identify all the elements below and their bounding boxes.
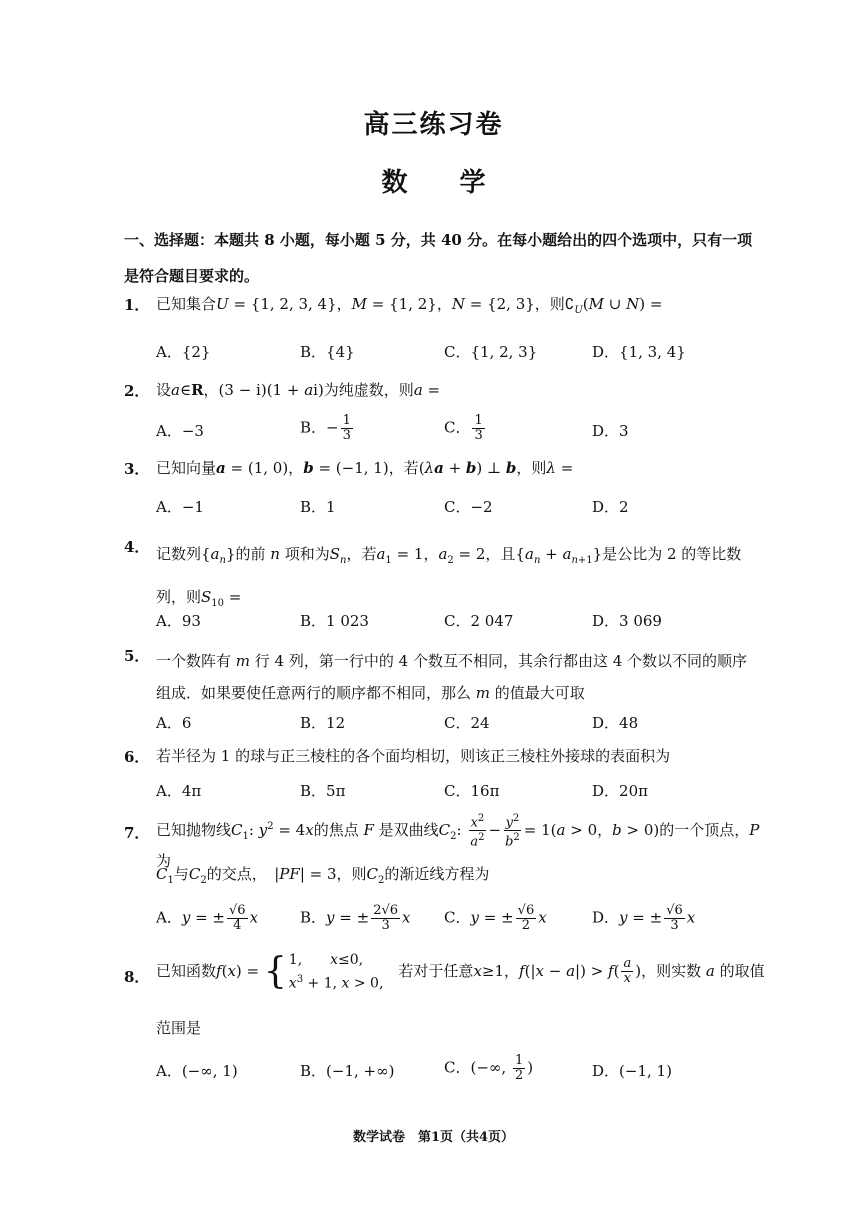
question-number: 8． xyxy=(124,968,150,986)
option-b: B．1 023 xyxy=(300,612,369,630)
option-c: C．2 047 xyxy=(444,612,514,630)
option-a: A．{2} xyxy=(156,343,211,361)
option-a: A．y = ± $\frac{√6}{4}$ x xyxy=(156,903,259,933)
option-c: C．16π xyxy=(444,782,500,800)
option-b: B．{4} xyxy=(300,343,355,361)
option-b: B．12 xyxy=(300,714,346,732)
option-d: D．y = ± $\frac{√6}{3}$ x xyxy=(592,903,696,933)
option-a: A．−3 xyxy=(156,422,204,440)
option-c: C．y = ± $\frac{√6}{2}$ x xyxy=(444,903,547,933)
question-stem: 若半径为 1 的球与正三棱柱的各个面均相切，则该正三棱柱外接球的表面积为 xyxy=(156,747,671,765)
question-stem: 一个数阵有 m 行 4 列，第一行中的 4 个数互不相同，其余行都由这 4 个数以不同的顺序组成．如果要使任意两行的顺序都不相同，那么 m 的值最大可取 xyxy=(156,652,748,702)
question-stem: 已知抛物线$C_1$: $y^2 = 4x$的焦点 F 是双曲线$C_2$: $\frac{x^2}{a^2}$ − $\frac{y^2}{b^2}$ = 1(a > 0，b > 0)的一个顶点，P 为 xyxy=(156,813,760,870)
question-number: 7． xyxy=(124,824,150,842)
option-b: B．1 xyxy=(300,498,336,516)
question-number: 4． xyxy=(124,538,150,556)
question-number: 1． xyxy=(124,296,150,314)
option-b: B．− $\frac{1}{3}$ xyxy=(300,413,351,443)
option-c: C．−2 xyxy=(444,498,493,516)
option-c: C．{1, 2, 3} xyxy=(444,343,538,361)
question-stem: 已知集合U = {1, 2, 3, 4}，M = {1, 2}，N = {2, 3}，则$∁_U(M$ ∪ N) = xyxy=(156,295,663,316)
section-heading: 一、选择题：本题共 8 小题，每小题 5 分，共 40 分。在每小题给出的四个选项中，只有一项是符合题目要求的。 xyxy=(124,231,753,285)
option-c: C．(−∞, $\frac{1}{2}$ ) xyxy=(444,1053,534,1083)
option-a: A．6 xyxy=(156,714,192,732)
option-b: B．y = ± $\frac{2√6}{3}$ x xyxy=(300,903,411,933)
option-d: D．(−1, 1) xyxy=(592,1062,672,1080)
question-stem: 已知向量a = (1, 0)，b = (−1, 1)，若(λa + b) ⊥ b，则λ = xyxy=(156,459,574,477)
option-d: D．2 xyxy=(592,498,629,516)
question-stem-cont: $C_1$与$C_2$的交点， |PF| = 3，则$C_2$的渐近线方程为 xyxy=(156,865,490,886)
option-a: A．93 xyxy=(156,612,201,630)
question-stem: 记数列$\{a_n\}$的前 n 项和为$S_n$，若$a_1 = 1$，$a_2 = 2$，且$\{a_n + a_{n+1}\}$是公比为 2 的等比数列，则$S_{10}$ = xyxy=(156,545,742,609)
question-stem: 已知函数f(x) = { 1, x≤0, $x^3 + 1$, x > 0, 若对于任意x≥1，f(|x − a|) > f( $\frac{a}{x}$ )，则实数 a 的取值 xyxy=(156,950,765,992)
option-a: A．(−∞, 1) xyxy=(156,1062,238,1080)
option-c: C． $\frac{1}{3}$ xyxy=(444,413,483,443)
exam-title: 高三练习卷 xyxy=(363,110,504,140)
subject-title: 数 学 xyxy=(381,168,486,198)
question-number: 5． xyxy=(124,647,150,665)
option-d: D．20π xyxy=(592,782,648,800)
option-a: A．−1 xyxy=(156,498,204,516)
question-stem: 设a∈R，(3 − i)(1 + ai)为纯虚数，则a = xyxy=(156,381,441,399)
option-b: B．5π xyxy=(300,782,346,800)
option-d: D．3 xyxy=(592,422,629,440)
option-c: C．24 xyxy=(444,714,490,732)
question-number: 6． xyxy=(124,748,150,766)
option-d: D．3 069 xyxy=(592,612,662,630)
page-footer: 数学试卷 第1页（共4页） xyxy=(352,1130,515,1145)
question-number: 3． xyxy=(124,460,150,478)
option-a: A．4π xyxy=(156,782,202,800)
question-number: 2． xyxy=(124,382,150,400)
question-stem-cont: 范围是 xyxy=(156,1019,202,1037)
option-d: D．48 xyxy=(592,714,639,732)
option-b: B．(−1, +∞) xyxy=(300,1062,395,1080)
option-d: D．{1, 3, 4} xyxy=(592,343,686,361)
